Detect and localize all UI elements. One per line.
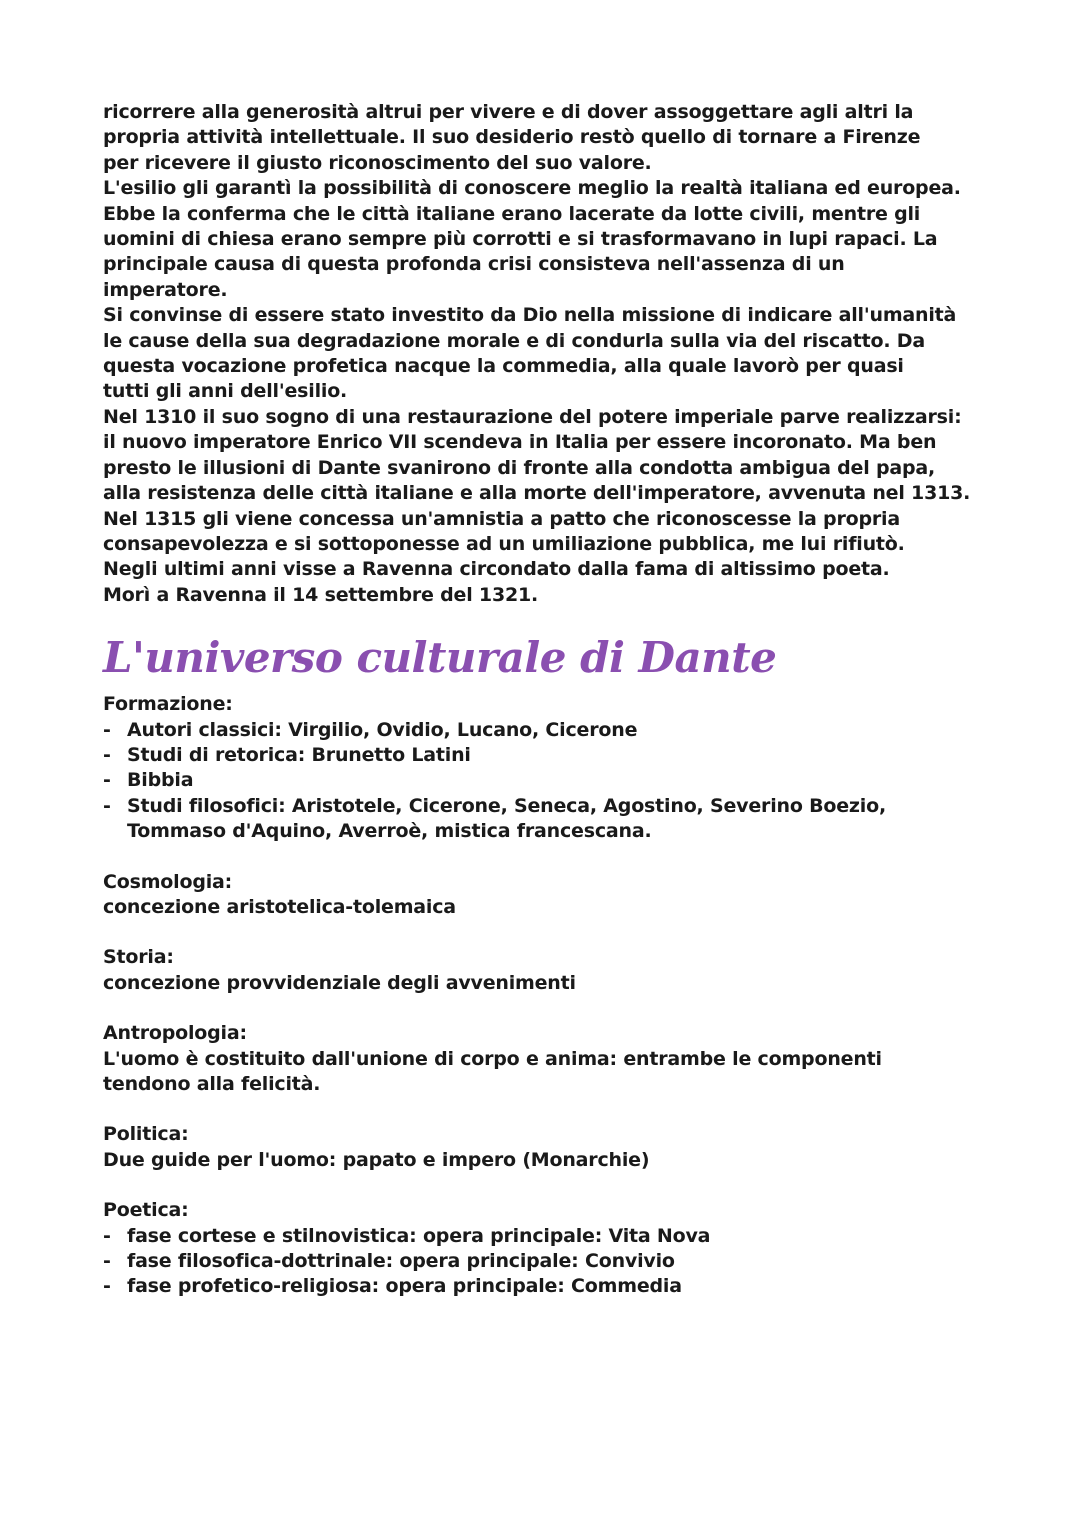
list-item-text: fase filosofica-dottrinale: opera principale: Convivio — [127, 1250, 675, 1273]
list-item-text: Tommaso d'Aquino, Averroè, mistica francescana. — [127, 820, 652, 843]
text-line: il nuovo imperatore Enrico VII scendeva in Italia per essere incoronato. Ma ben — [103, 431, 937, 454]
text-line: per ricevere il giusto riconoscimento del suo valore. — [103, 151, 652, 174]
politica-text: Due guide per l'uomo: papato e impero (Monarchie) — [103, 1148, 650, 1171]
text-line: principale causa di questa profonda crisi consisteva nell'assenza di un — [103, 253, 845, 276]
list-item-text: fase profetico-religiosa: opera principale: Commedia — [127, 1275, 682, 1298]
bullet-dash: - — [103, 718, 111, 741]
bullet-dash: - — [103, 794, 111, 817]
antropologia-text: tendono alla felicità. — [103, 1073, 321, 1095]
list-item-text: fase cortese e stilnovistica: opera principale: Vita Nova — [127, 1224, 711, 1247]
list-item — [103, 1274, 993, 1299]
list-item — [103, 794, 993, 845]
bullet-dash: - — [103, 1250, 111, 1273]
cosmologia-text: concezione aristotelica-tolemaica — [103, 895, 456, 918]
document-page — [103, 100, 993, 1325]
bullet-dash: - — [103, 1275, 111, 1298]
text-line: ricorrere alla generosità altrui per vivere e di dover assoggettare agli altri la — [103, 101, 914, 123]
antropologia-heading: Antropologia: — [103, 1022, 247, 1045]
text-line: imperatore. — [103, 278, 228, 301]
list-item — [103, 1249, 993, 1274]
list-item-text: Autori classici: Virgilio, Ovidio, Lucano, Cicerone — [127, 718, 638, 741]
text-line: L'esilio gli garantì la possibilità di conoscere meglio la realtà italiana ed europea. — [103, 177, 961, 200]
text-line: presto le illusioni di Dante svanirono di fronte alla condotta ambigua del papa, — [103, 456, 936, 479]
text-line: questa vocazione profetica nacque la commedia, alla quale lavorò per quasi — [103, 355, 904, 378]
list-item-text: Bibbia — [127, 769, 194, 792]
poetica-group — [103, 1198, 993, 1300]
text-line: alla resistenza delle città italiane e alla morte dell'imperatore, avvenuta nel 1313. — [103, 482, 971, 505]
bullet-dash: - — [103, 1224, 111, 1247]
section-title: L'universo culturale di Dante — [103, 633, 777, 683]
bullet-dash: - — [103, 769, 111, 792]
list-item-text: Studi di retorica: Brunetto Latini — [127, 743, 471, 766]
politica-group — [103, 1122, 993, 1173]
formazione-heading: Formazione: — [103, 693, 233, 716]
list-item-text: Studi filosofici: Aristotele, Cicerone, Seneca, Agostino, Severino Boezio, — [127, 794, 886, 817]
storia-heading: Storia: — [103, 946, 174, 969]
poetica-heading: Poetica: — [103, 1199, 189, 1222]
politica-heading: Politica: — [103, 1123, 189, 1146]
list-item — [103, 768, 993, 793]
formazione-group — [103, 692, 993, 844]
list-item — [103, 743, 993, 768]
text-line: Nel 1315 gli viene concessa un'amnistia a patto che riconoscesse la propria — [103, 507, 900, 530]
text-line: Ebbe la conferma che le città italiane erano lacerate da lotte civili, mentre gli — [103, 202, 921, 225]
poetica-list — [103, 1224, 993, 1300]
storia-text: concezione provvidenziale degli avvenimenti — [103, 971, 576, 994]
cosmologia-heading: Cosmologia: — [103, 870, 233, 893]
biography-text — [103, 100, 993, 608]
cosmologia-group — [103, 870, 993, 921]
text-line: tutti gli anni dell'esilio. — [103, 380, 348, 403]
list-item — [103, 1224, 993, 1249]
text-line: Si convinse di essere stato investito da Dio nella missione di indicare all'umanità — [103, 304, 957, 327]
text-line: consapevolezza e si sottoponesse ad un umiliazione pubblica, me lui rifiutò. — [103, 532, 905, 555]
formazione-list — [103, 718, 993, 845]
storia-group — [103, 945, 993, 996]
text-line: le cause della sua degradazione morale e di condurla sulla via del riscatto. Da — [103, 329, 925, 352]
text-line: uomini di chiesa erano sempre più corrotti e si trasformavano in lupi rapaci. La — [103, 228, 938, 251]
text-line: Nel 1310 il suo sogno di una restaurazione del potere imperiale parve realizzarsi: — [103, 405, 962, 428]
antropologia-group — [103, 1021, 993, 1097]
text-line: Negli ultimi anni visse a Ravenna circondato dalla fama di altissimo poeta. — [103, 558, 890, 581]
antropologia-text: L'uomo è costituito dall'unione di corpo e anima: entrambe le componenti — [103, 1047, 882, 1070]
text-line: propria attività intellettuale. Il suo desiderio restò quello di tornare a Firenze — [103, 126, 921, 149]
bullet-dash: - — [103, 743, 111, 766]
list-item — [103, 718, 993, 743]
text-line: Morì a Ravenna il 14 settembre del 1321. — [103, 583, 539, 606]
